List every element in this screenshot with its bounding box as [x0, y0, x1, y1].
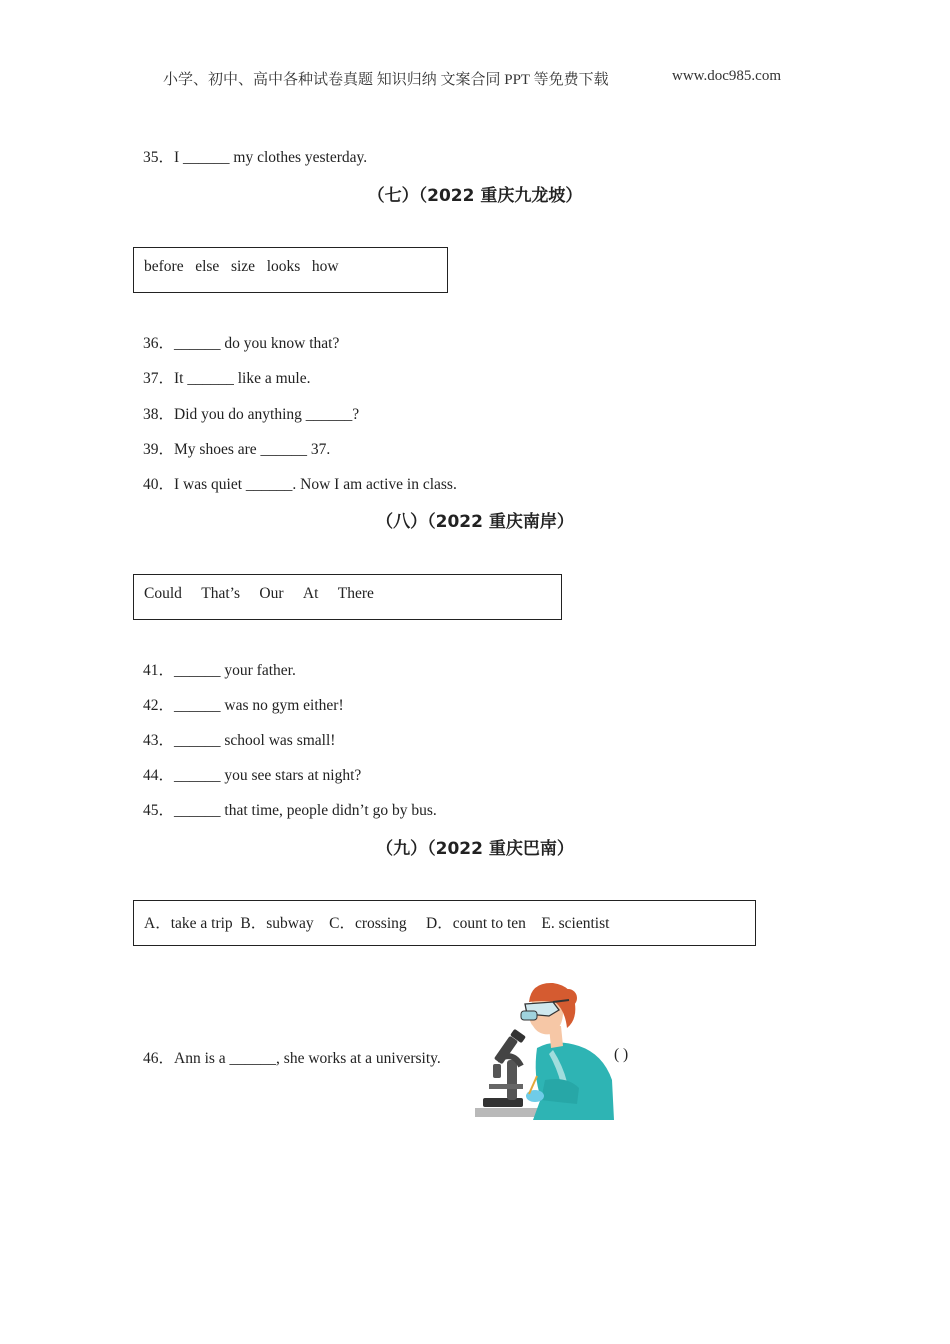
question-37 [143, 366, 310, 388]
word-bank-7-words [144, 258, 339, 276]
question-number: 42． [143, 697, 175, 714]
question-number: 44． [143, 767, 175, 784]
question-41 [143, 658, 296, 680]
question-36 [143, 331, 339, 353]
question-number: 40． [143, 476, 175, 493]
word-bank-word: size [230, 258, 256, 275]
question-46 [143, 1046, 441, 1068]
word-bank-8 [133, 574, 562, 620]
question-text: I ______ my clothes yesterday. [174, 149, 368, 166]
question-40 [143, 472, 457, 494]
question-text: It ______ like a mule. [174, 370, 311, 387]
word-bank-word: There [337, 585, 374, 602]
answer-paren[interactable]: ( ) [614, 1046, 629, 1063]
section-8-title: （八）（2022 重庆南岸） [376, 512, 574, 532]
word-bank-word: At [302, 585, 319, 602]
question-text: ______ school was small! [174, 732, 336, 749]
option-item: C．crossing [329, 915, 407, 932]
question-number: 43． [143, 732, 175, 749]
question-number: 38． [143, 406, 175, 423]
question-39 [143, 437, 330, 459]
question-text: ______ that time, people didn’t go by bus. [174, 802, 437, 819]
question-text: Ann is a ______, she works at a university. [174, 1050, 441, 1067]
question-number: 37． [143, 370, 175, 387]
question-43 [143, 728, 335, 750]
question-44 [143, 763, 361, 785]
option-item: D．count to ten [426, 915, 526, 932]
word-bank-word: how [311, 258, 339, 275]
question-text: ______ you see stars at night? [174, 767, 362, 784]
question-45 [143, 798, 437, 820]
question-text: ______ was no gym either! [174, 697, 344, 714]
question-text: Did you do anything ______? [174, 406, 360, 423]
word-bank-word: That’s [201, 585, 241, 602]
word-bank-word: looks [266, 258, 301, 275]
section-9-title: （九）（2022 重庆巴南） [376, 839, 574, 859]
question-number: 46． [143, 1050, 175, 1067]
question-text: I was quiet ______. Now I am active in class. [174, 476, 457, 493]
question-text: ______ your father. [174, 662, 296, 679]
scientist-with-microscope-icon [475, 980, 615, 1120]
question-42 [143, 693, 344, 715]
question-38 [143, 402, 359, 424]
option-item: B．subway [240, 915, 314, 932]
word-bank-word: else [195, 258, 220, 275]
option-item: E. scientist [541, 915, 610, 932]
word-bank-word: Could [144, 585, 182, 602]
word-bank-word: before [144, 258, 184, 275]
question-number: 39． [143, 441, 175, 458]
header-text: 小学、初中、高中各种试卷真题 知识归纳 文案合同 PPT 等免费下载 [163, 72, 609, 88]
word-bank-8-words [144, 585, 374, 603]
question-number: 36． [143, 335, 175, 352]
word-bank-word: Our [259, 585, 284, 602]
word-bank-7 [133, 247, 448, 293]
option-bank-9-items [144, 911, 609, 933]
question-number: 41． [143, 662, 175, 679]
option-item: A．take a trip [144, 915, 233, 932]
scientist-illustration [475, 980, 615, 1120]
question-text: ______ do you know that? [174, 335, 340, 352]
option-bank-9 [133, 900, 756, 946]
question-number: 45． [143, 802, 175, 819]
header-url[interactable]: www.doc985.com [672, 68, 782, 84]
question-number: 35． [143, 149, 175, 166]
section-7-title: （七）（2022 重庆九龙坡） [367, 186, 583, 206]
question-35 [143, 145, 367, 167]
question-text: My shoes are ______ 37. [174, 441, 331, 458]
